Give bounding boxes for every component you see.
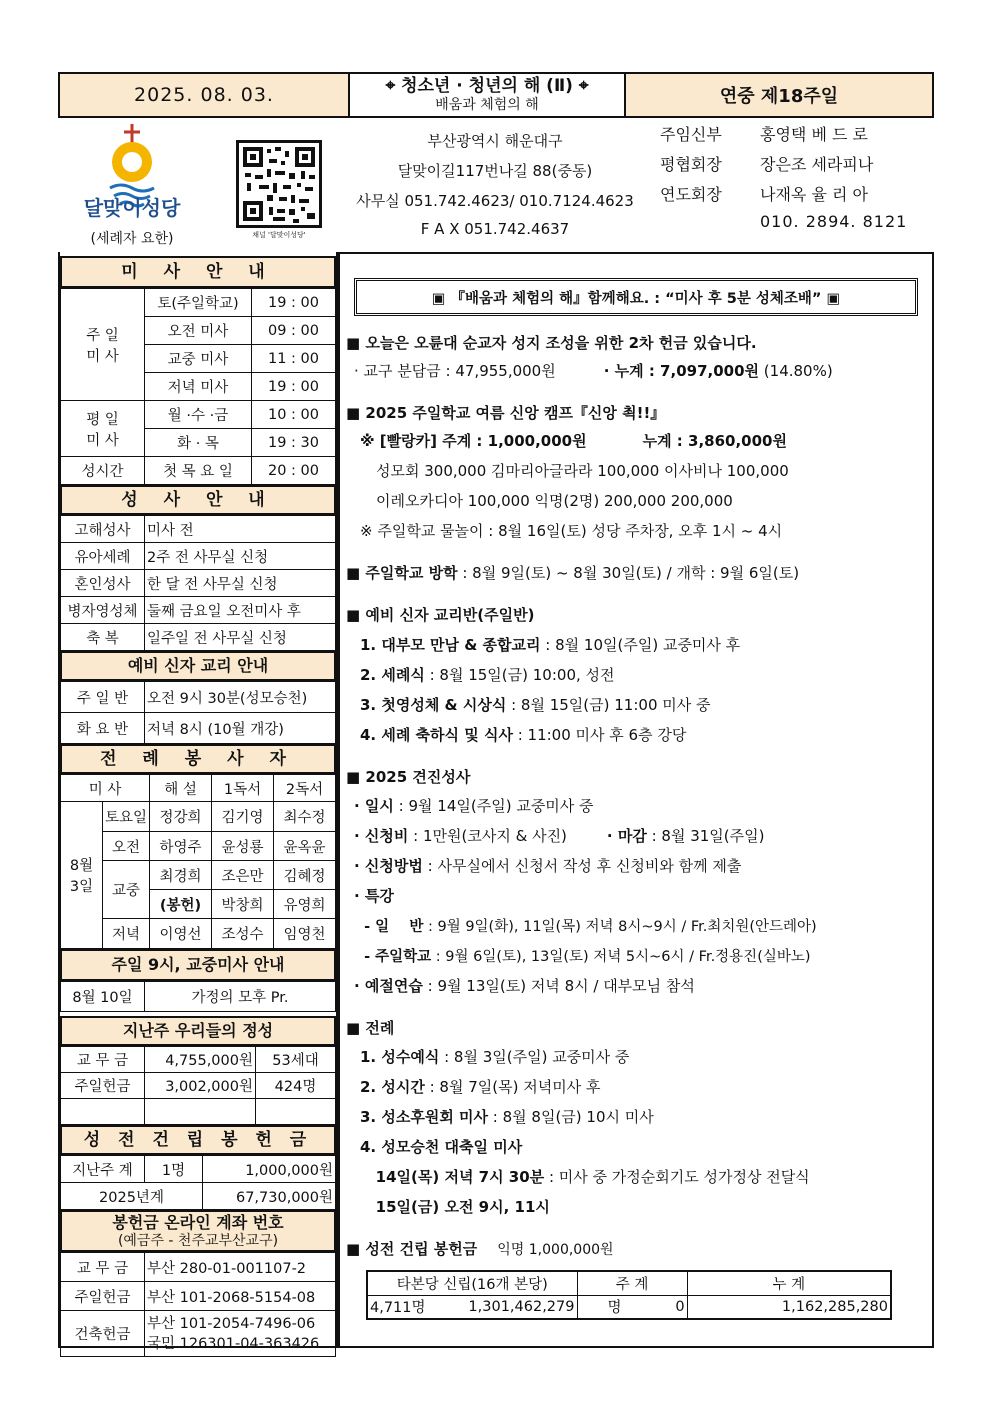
- office-phone[interactable]: 사무실 051.742.4623/ 010.7124.4623: [356, 192, 634, 210]
- notice-line: 4. 세례 축하식 및 식사 : 11:00 미사 후 6층 강당: [360, 726, 687, 744]
- notice-line: 3. 첫영성체 & 시상식 : 8월 15일(금) 11:00 미사 중: [360, 696, 711, 714]
- ministers-section-title: 전 례 봉 사 자: [60, 744, 336, 774]
- mass-section-title: 미 사 안 내: [60, 256, 336, 288]
- nine-mass-title: 주일 9시, 교중미사 안내: [60, 949, 336, 981]
- notice-line: · 교구 분담금 : 47,955,000원 · 누계 : 7,097,000원 (14.80%): [354, 362, 833, 380]
- yearly-theme: [350, 74, 626, 116]
- ministers-table: 미 사 해 설 1독서 2독서 8월 3일 토요일 정강희 김기영 최수정 오전 하영주 윤성룡 윤옥윤 교중 최경희 조은만 김혜정 (봉헌) 박창희 유영희 저녁 이영선 조성수 임영천: [60, 774, 336, 949]
- notice-banner: ▣ 『배움과 체험의 해』함께해요. : “미사 후 5분 성체조배” ▣: [354, 278, 918, 316]
- notice-catechumen: ■ 예비 신자 교리반(주일반): [346, 606, 535, 624]
- address-line-1: 부산광역시 해운대구: [427, 132, 563, 150]
- parish-contribution-table: 타본당 신립(16개 본당) 주 계 누 계 4,711명 1,301,462,279 명 0 1,162,285,280: [366, 1270, 892, 1320]
- building-fund-table: 지난주 계 1명 1,000,000원 2025년계 67,730,000원: [60, 1155, 336, 1210]
- mass-table: 주 일 미 사 토(주일학교) 19 : 00 오전 미사 09 : 00 교중 미사 11 : 00 저녁 미사 19 : 00 평 일 미 사 월 ·수 ·금 10 : 00 화 · 목 19 : 30 성시간 첫 목 요 일 20 : 00: [60, 288, 336, 485]
- nine-mass-table: 8월 10일 가정의 모후 Pr.: [60, 981, 336, 1012]
- header-bar: [58, 72, 934, 118]
- left-info-column: [58, 252, 338, 1352]
- parish-logo: [76, 122, 188, 242]
- notice-confirmation: ■ 2025 견진성사: [346, 768, 471, 786]
- notice-line: · 신청비 : 1만원(코사지 & 사진) · 마감 : 8월 31일(주일): [354, 827, 765, 845]
- staff-row: 평협회장 장은조 세라피나: [660, 155, 874, 174]
- notices-column: [338, 252, 934, 1348]
- notice-line: · 특강: [354, 887, 394, 905]
- notice-line: · 신청방법 : 사무실에서 신청서 작성 후 신청비와 함께 제출: [354, 857, 742, 875]
- offerings-title: 지난주 우리들의 정성: [60, 1016, 336, 1046]
- staff-row: 연도회장 나재옥 율 리 아: [660, 185, 868, 204]
- weekday-mass-label: 평 일 미 사: [61, 401, 145, 457]
- notice-line: · 예절연습 : 9월 13일(토) 저녁 8시 / 대부모님 참석: [354, 977, 695, 995]
- notice-line: 성모회 300,000 김마리아글라라 100,000 이사비나 100,000: [376, 462, 789, 480]
- notice-line: 15일(금) 오전 9시, 11시: [360, 1198, 550, 1216]
- catechumen-table: 주 일 반 오전 9시 30분(성모승천) 화 요 반 저녁 8시 (10월 개강): [60, 681, 336, 744]
- sunday-mass-label: 주 일 미 사: [61, 289, 145, 401]
- staff-phone[interactable]: 010. 2894. 8121: [760, 212, 908, 231]
- notice-building-fund: ■ 성전 건립 봉헌금 익명 1,000,000원: [346, 1240, 614, 1258]
- qr-caption: 채널 '달맞이성당': [252, 231, 306, 239]
- staff-row: 주임신부 홍영택 베 드 로: [660, 125, 868, 144]
- building-fund-title: 성 전 건 립 봉 헌 금: [60, 1125, 336, 1155]
- notice-line: 2. 성시간 : 8월 7일(목) 저녁미사 후: [360, 1078, 601, 1096]
- fax-number: F A X 051.742.4637: [420, 220, 570, 238]
- qr-code[interactable]: [236, 140, 322, 228]
- notice-line: ※ [빨랑카] 주계 : 1,000,000원 누계 : 3,860,000원: [360, 432, 787, 450]
- notice-line: 2. 세례식 : 8월 15일(금) 10:00, 성전: [360, 666, 615, 684]
- parish-name: 달맞이성당: [83, 196, 181, 220]
- notice-line: 1. 성수예식 : 8월 3일(주일) 교중미사 중: [360, 1048, 630, 1066]
- theme-subtitle: 배움과 체험의 해: [435, 97, 539, 113]
- sacrament-table: 고해성사 미사 전 유아세례 2주 전 사무실 신청 혼인성사 한 달 전 사무실 신청 병자영성체 둘째 금요일 오전미사 후 축 복 일주일 전 사무실 신청: [60, 515, 336, 651]
- notice-line: 14일(목) 저녁 7시 30분 : 미사 중 가정순회기도 성가정상 전달식: [360, 1168, 810, 1186]
- sacrament-section-title: 성 사 안 내: [60, 485, 336, 515]
- notice-line: · 일시 : 9월 14일(주일) 교중미사 중: [354, 797, 594, 815]
- bulletin-date: 2025. 08. 03.: [60, 74, 350, 116]
- parish-patron: (세례자 요한): [90, 231, 174, 247]
- offerings-table: 교 무 금 4,755,000원 53세대 주일헌금 3,002,000원 424명: [60, 1046, 336, 1125]
- accounts-table: 교 무 금 부산 280-01-001107-2 주일헌금 부산 101-2068-5154-08 건축헌금 부산 101-2054-7496-06 국민 126301-04-363426: [60, 1252, 336, 1357]
- notice-summer-camp: ■ 2025 주일학교 여름 신앙 캠프『신앙 쵝!!』: [346, 404, 666, 422]
- staff-list: [660, 122, 930, 242]
- notice-line: - 주일학교 : 9월 6일(토), 13일(토) 저녁 5시~6시 / Fr.정용진(실바노): [354, 949, 811, 965]
- notice-line: ※ 주일학교 물놀이 : 8월 16일(토) 성당 주차장, 오후 1시 ~ 4시: [360, 522, 783, 540]
- notice-line: 3. 성소후원회 미사 : 8월 8일(금) 10시 미사: [360, 1108, 654, 1126]
- notice-liturgy: ■ 전례: [346, 1019, 395, 1037]
- theme-title: ⌖ 청소년 · 청년의 해 (Ⅱ) ⌖: [385, 76, 589, 96]
- notice-line: 이레오카디아 100,000 익명(2명) 200,000 200,000: [376, 492, 733, 510]
- notice-school-vacation: ■ 주일학교 방학 : 8월 9일(토) ~ 8월 30일(토) / 개학 : 9월 6일(토): [346, 564, 800, 582]
- notice-second-collection: ■ 오늘은 오륜대 순교자 성지 조성을 위한 2차 헌금 있습니다.: [346, 334, 757, 352]
- notice-line: 1. 대부모 만남 & 종합교리 : 8월 10일(주일) 교중미사 후: [360, 636, 741, 654]
- accounts-title: 봉헌금 온라인 계좌 번호 (예금주 - 천주교부산교구): [60, 1210, 336, 1252]
- qr-pattern-icon: [239, 143, 319, 225]
- notice-line: 4. 성모승천 대축일 미사: [360, 1138, 523, 1156]
- address-line-2: 달맞이길117번나길 88(중동): [397, 162, 593, 180]
- liturgical-week: 연중 제18주일: [626, 74, 932, 116]
- catechumen-section-title: 예비 신자 교리 안내: [60, 651, 336, 681]
- notice-line: - 일 반 : 9월 9일(화), 11일(목) 저녁 8시~9시 / Fr.최치원(안드레아): [354, 919, 817, 935]
